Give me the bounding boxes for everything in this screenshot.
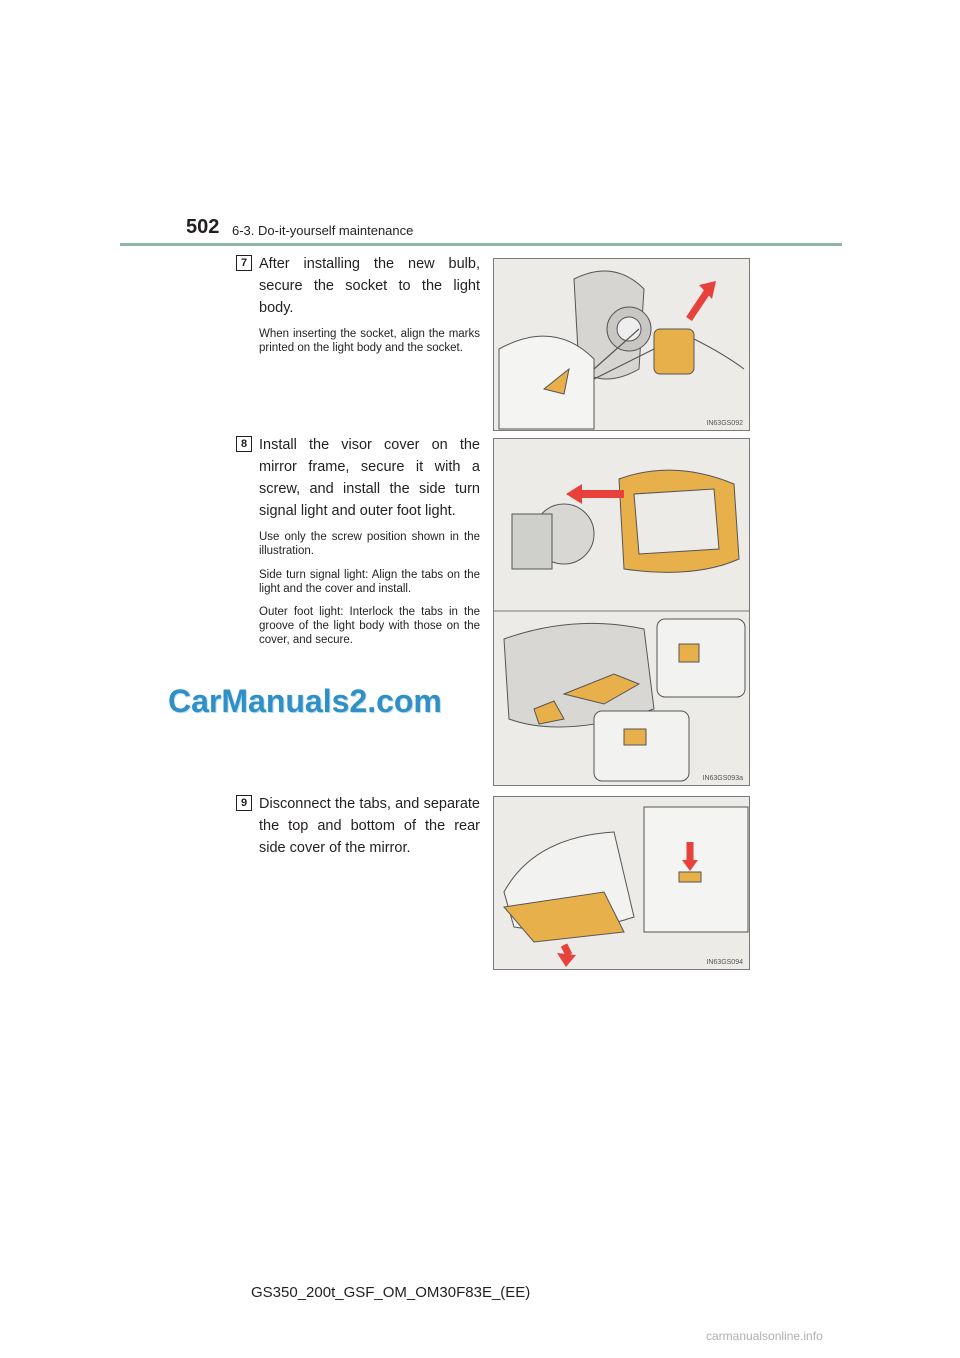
watermark: CarManuals2.com	[168, 683, 442, 719]
header-rule	[120, 243, 842, 246]
figure-code: IN63GS094	[706, 959, 743, 966]
figure-code: IN63GS092	[706, 420, 743, 427]
step-9-text: Disconnect the tabs, and separate the top and bottom of the rear side cover of the mirror.	[259, 796, 480, 856]
step-number-8: 8	[236, 436, 252, 452]
figure-code: IN63GS093a	[702, 775, 743, 782]
step-9-illustration	[493, 796, 750, 970]
step-number-7: 7	[236, 255, 252, 271]
step-7-note: When inserting the socket, align the marks printed on the light body and the socket.	[259, 328, 480, 354]
step-7-illustration	[493, 258, 750, 431]
step-7-text: After installing the new bulb, secure the socket to the light body.	[259, 256, 480, 316]
page-number: 502	[186, 216, 220, 238]
bottom-watermark: carmanualsonline.info	[706, 1329, 823, 1343]
step-8-note-3: Outer foot light: Interlock the tabs in the groove of the light body with those on the cover, and secure.	[259, 606, 480, 646]
step-8-text: Install the visor cover on the mirror frame, secure it with a screw, and install the side turn signal light and outer foot light.	[259, 437, 480, 519]
section-title: 6-3. Do-it-yourself maintenance	[232, 223, 414, 238]
step-8-illustration	[493, 438, 750, 786]
step-8-note-2: Side turn signal light: Align the tabs on the light and the cover and install.	[259, 569, 480, 595]
step-8-note-1: Use only the screw position shown in the illustration.	[259, 531, 480, 557]
footer-model-code: GS350_200t_GSF_OM_OM30F83E_(EE)	[251, 1284, 531, 1301]
step-number-9: 9	[236, 795, 252, 811]
